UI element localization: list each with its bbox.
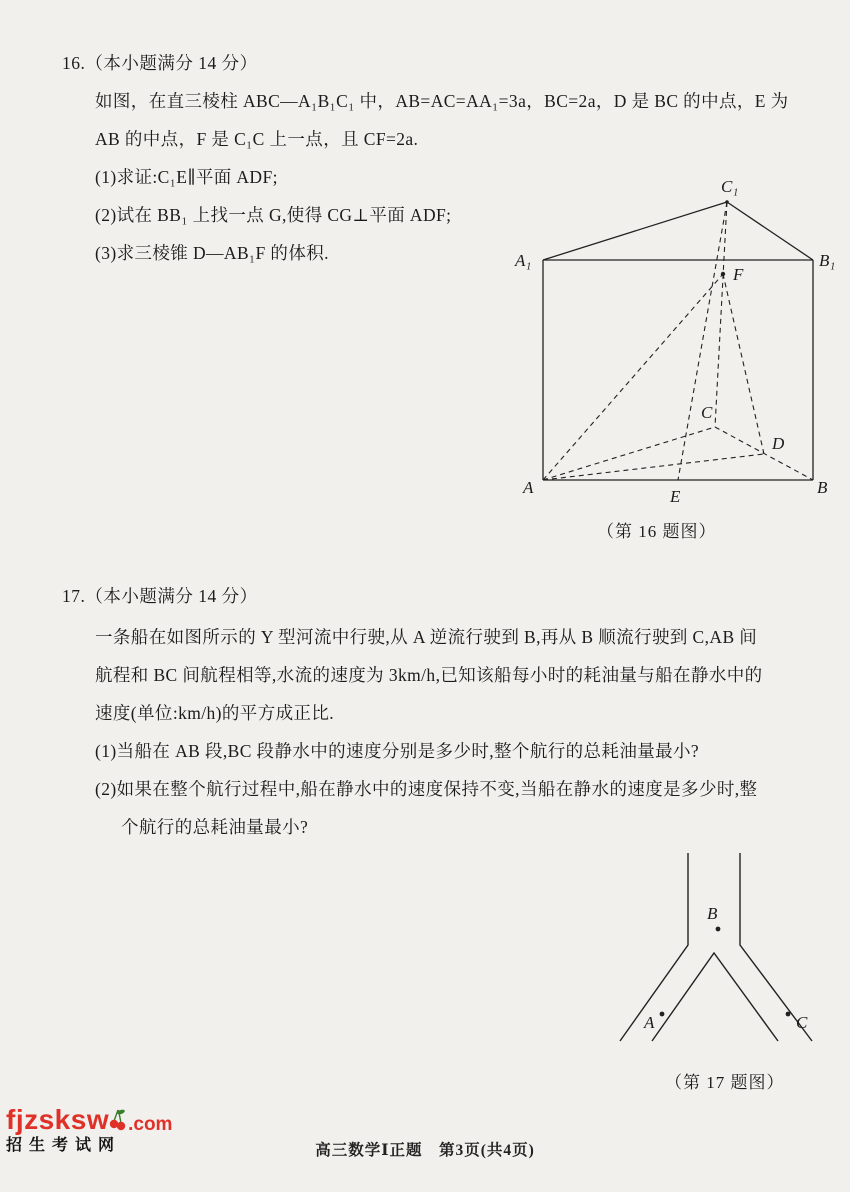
prism-edge	[543, 202, 727, 260]
problem-17-line: 一条船在如图所示的 Y 型河流中行驶,从 A 逆流行驶到 B,再从 B 顺流行驶到 C,AB 间	[95, 627, 758, 647]
problem-16-line: (1)求证:C₁E∥平面 ADF;	[95, 167, 278, 187]
problem-16-line: AB 的中点，F 是 C₁C 上一点，且 CF=2a.	[95, 129, 419, 149]
prism-hidden-edge	[543, 427, 715, 480]
watermark-subtitle: 招生考试网	[6, 1137, 122, 1154]
vertex-label-c: C	[701, 403, 713, 422]
watermark-brand: fjzsksw	[6, 1104, 110, 1135]
river-bank-inner	[652, 953, 778, 1041]
prism-hidden-edge	[715, 202, 727, 427]
page-footer: 高三数学Ⅰ正题 第3页(共4页)	[315, 1142, 535, 1159]
vertex-label-d: D	[772, 434, 785, 453]
vertex-label-f: F	[733, 265, 744, 284]
river-label-a: A	[644, 1013, 655, 1032]
prism-hidden-edge	[543, 454, 764, 480]
figure-16-caption: （第 16 题图）	[597, 522, 717, 541]
river-label-b: B	[707, 904, 718, 923]
vertex-label-a1: A₁	[515, 251, 532, 270]
vertex-label-e: E	[670, 487, 681, 506]
vertex-label-c1: C₁	[721, 177, 739, 196]
watermark-row	[6, 1106, 172, 1134]
river-label-c: C	[796, 1013, 808, 1032]
problem-17-line: (1)当船在 AB 段,BC 段静水中的速度分别是多少时,整个航行的总耗油量最小?	[95, 741, 700, 761]
prism-edge	[727, 202, 813, 260]
problem-16-line: (2)试在 BB₁ 上找一点 G,使得 CG⊥平面 ADF;	[95, 205, 452, 225]
prism-hidden-edge	[543, 274, 723, 480]
prism-figure	[505, 162, 845, 512]
problem-17-line: 速度(单位:km/h)的平方成正比.	[95, 703, 335, 723]
river-point-a-dot	[660, 1012, 665, 1017]
river-point-c-dot	[786, 1012, 791, 1017]
prism-hidden-edge	[723, 274, 764, 454]
problem-17-line: (2)如果在整个航行过程中,船在静水中的速度保持不变,当船在静水的速度是多少时,整	[95, 779, 758, 799]
vertex-label-b1: B₁	[819, 251, 836, 270]
problem-16-line: 如图，在直三棱柱 ABC—A₁B₁C₁ 中，AB=AC=AA₁=3a，BC=2a，D 是 BC 的中点，E 为	[95, 91, 789, 111]
problem-17-line: 个航行的总耗油量最小?	[121, 817, 309, 837]
problem-16-heading: 16.（本小题满分 14 分）	[62, 53, 258, 73]
problem-17-line: 航程和 BC 间航程相等,水流的速度为 3km/h,已知该船每小时的耗油量与船在静水中的	[95, 665, 763, 685]
figure-17-caption: （第 17 题图）	[665, 1073, 785, 1092]
problem-17-heading: 17.（本小题满分 14 分）	[62, 586, 258, 606]
problem-16-line: (3)求三棱锥 D—AB₁F 的体积.	[95, 243, 329, 263]
y-river-figure	[600, 845, 820, 1055]
vertex-label-a: A	[523, 478, 534, 497]
cherry-icon	[107, 1108, 127, 1132]
river-point-b-dot	[716, 927, 721, 932]
vertex-dot-f	[721, 272, 725, 276]
vertex-label-b: B	[817, 478, 828, 497]
watermark-domain: .com	[128, 1114, 173, 1135]
problem-17-body	[95, 618, 801, 846]
vertex-dot-c1	[725, 200, 729, 204]
